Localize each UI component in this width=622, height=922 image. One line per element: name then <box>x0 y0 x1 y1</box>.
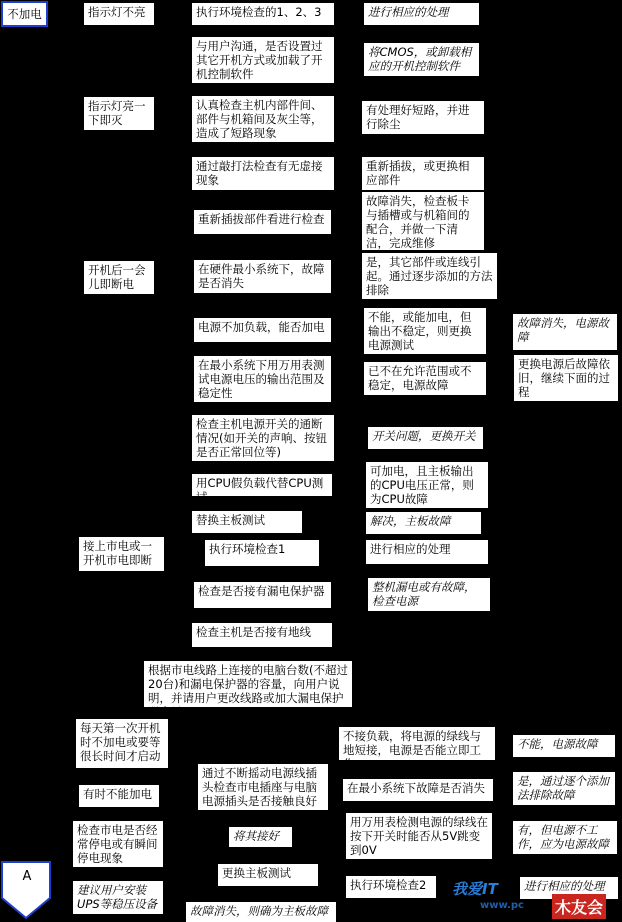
node-c3-4: 重新插拔，或更换相应部件 <box>362 157 484 190</box>
node-c4-6: 进行相应的处理 <box>520 877 618 899</box>
node-c3-3: 有处理好短路，并进行除尘 <box>362 101 484 134</box>
node-c2-2: 与用户沟通，是否设置过其它开机方式或加载了开机控制软件 <box>192 37 334 83</box>
node-c3-6: 是，其它部件或连线引起。通过逐步添加的方法排除 <box>362 253 497 299</box>
node-c2-11: 替换主板测试 <box>192 511 302 533</box>
node-c3-8: 已不在允许范围或不稳定，电源故障 <box>364 362 486 395</box>
node-c3-14: 不接负载，将电源的绿线与地短接，电源是否能立即工作 <box>339 727 495 760</box>
node-c2-16: 通过不断摇动电源线插头检查市电插座与电脑电源插头是否接触良好 <box>198 764 328 810</box>
node-c3-15: 在最小系统下故障是否消失 <box>343 779 493 801</box>
node-c3-10: 可加电，且主板输出的CPU电压正常，则为CPU故障 <box>366 462 488 508</box>
watermark-text-club: 木友会 <box>552 894 606 919</box>
node-c1-1: 指示灯不亮 <box>84 3 154 25</box>
node-c2-12: 执行环境检查1 <box>205 540 319 566</box>
node-c2-10: 用CPU假负载代替CPU测试 <box>192 474 332 496</box>
node-c1-5: 每天第一次开机时不加电或要等很长时间才启动 <box>76 719 168 768</box>
node-c3-7: 不能，或能加电，但输出不稳定，则更换电源测试 <box>364 308 486 354</box>
node-c2-13: 检查是否接有漏电保护器 <box>194 582 331 608</box>
node-c3-17: 执行环境检查2 <box>346 876 436 898</box>
node-c1-6: 有时不能加电 <box>79 785 159 807</box>
node-c2-3: 认真检查主机内部件间、部件与机箱间及灰尘等，造成了短路现象 <box>192 96 334 142</box>
node-c2-18: 更换主板测试 <box>218 864 318 886</box>
watermark-text-url: www.pc <box>480 900 524 911</box>
node-c1-8: 建议用户安装UPS等稳压设备 <box>73 881 163 914</box>
node-c4-2: 更换电源后故障依旧，继续下面的过程 <box>514 355 618 401</box>
watermark-text-main: 我爱IT <box>452 880 498 898</box>
node-c2-17: 将其接好 <box>229 827 292 847</box>
node-c3-5: 故障消失，检查板卡与插槽或与机箱间的配合，并做一下清洁，完成维修 <box>362 192 484 250</box>
node-c4-4: 是，通过逐个添加法排除故障 <box>513 772 615 805</box>
node-c4-3: 不能，电源故障 <box>513 735 615 757</box>
node-c2-5: 重新插拔部件看进行检查 <box>194 210 331 234</box>
node-c1-7: 检查市电是否经常停电或有瞬间停电现象 <box>73 821 163 867</box>
node-c2-19: 故障消失，则确为主板故障 <box>186 902 336 922</box>
node-c1-2: 指示灯亮一下即灭 <box>84 97 154 130</box>
node-c3-16: 用万用表检测电源的绿线在按下开关时能否从5V跳变到0V <box>346 813 492 859</box>
start-node: 不加电 <box>1 1 48 27</box>
node-c2-4: 通过敲打法检查有无虚接现象 <box>192 157 334 190</box>
node-c2-8: 在最小系统下用万用表测试电源电压的输出范围及稳定性 <box>194 356 331 402</box>
node-c2-6: 在硬件最小系统下，故障是否消失 <box>194 260 331 293</box>
node-c2-9: 检查主机电源开关的通断情况(如开关的声响、按钮是否正常回位等) <box>192 415 334 461</box>
node-c2-1: 执行环境检查的1、2、3 <box>192 3 334 25</box>
node-c4-1: 故障消失，电源故障 <box>513 314 617 350</box>
node-c2-14: 检查主机是否接有地线 <box>192 623 332 647</box>
node-c2-7: 电源不加负载，能否加电 <box>194 318 331 342</box>
node-c3-13: 整机漏电或有故障，检查电源 <box>368 578 490 611</box>
node-c1-4: 接上市电或一开机市电即断 <box>79 537 164 571</box>
node-c3-9: 开关问题，更换开关 <box>368 427 483 449</box>
node-c1-3: 开机后一会儿即断电 <box>84 261 154 294</box>
watermark-logo <box>440 876 622 922</box>
offpage-connector-label: A <box>22 869 32 884</box>
node-c3-2: 将CMOS，或卸载相应的开机控制软件 <box>364 43 479 76</box>
node-c2-15: 根据市电线路上连接的电脑台数(不超过20台)和漏电保护器的容量，向用户说明，并请用户更改线路或加大漏电保护器容量 <box>144 661 352 707</box>
node-c3-12: 进行相应的处理 <box>366 540 488 564</box>
node-c3-11: 解决，主板故障 <box>366 512 481 534</box>
node-c4-5: 有，但电源不工作，应为电源故障 <box>513 821 617 854</box>
node-c3-1: 进行相应的处理 <box>364 3 479 25</box>
